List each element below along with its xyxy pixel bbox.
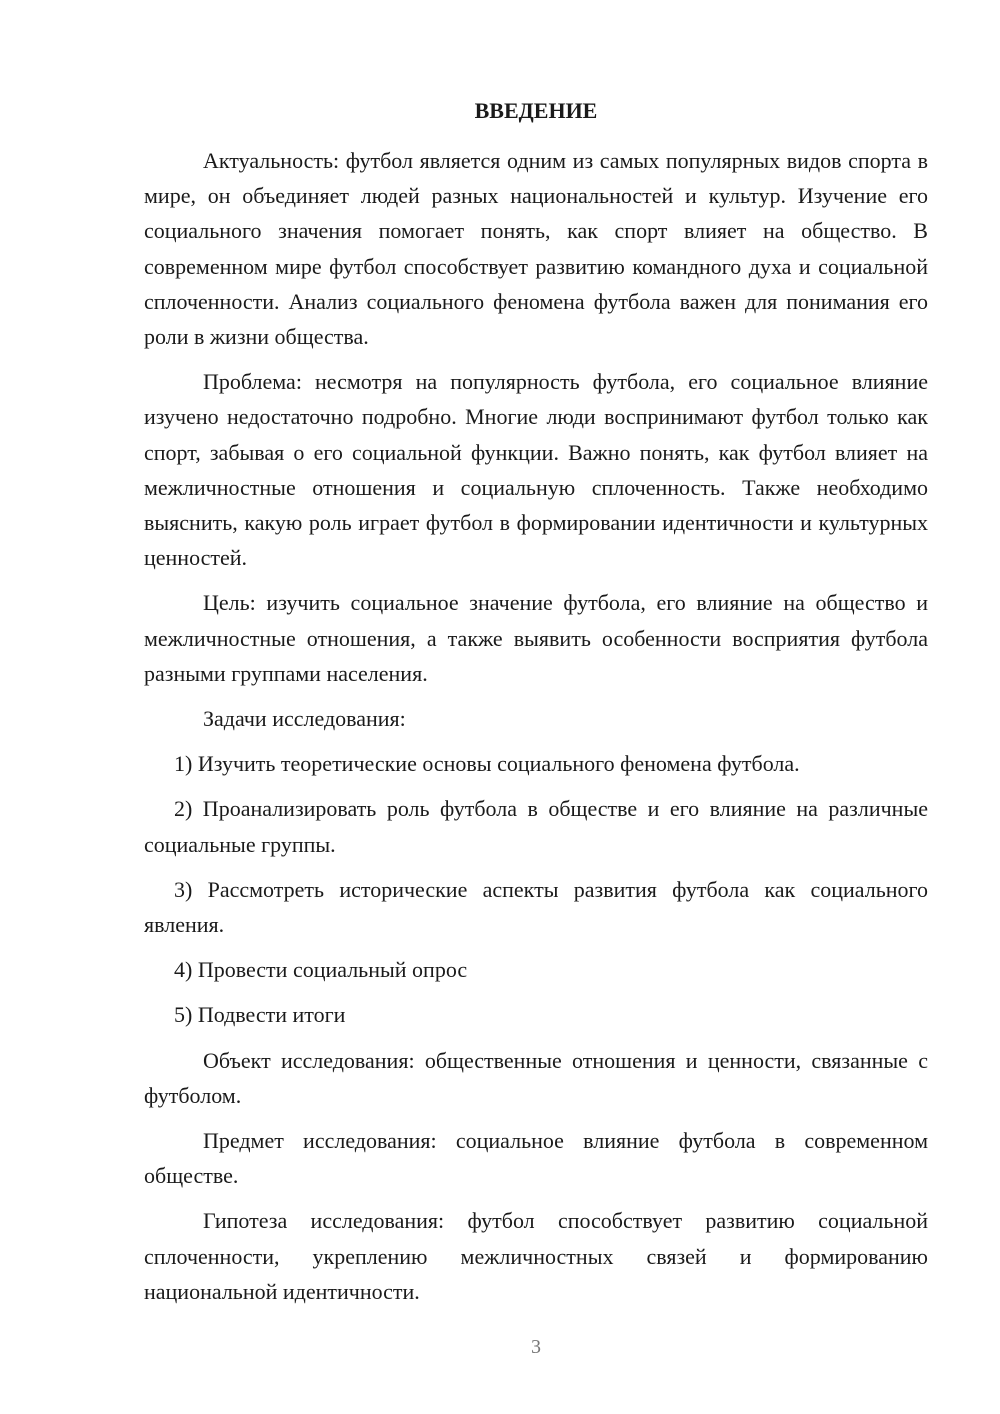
page-number: 3 [531, 1336, 541, 1358]
task-item-3: 3) Рассмотреть исторические аспекты развития футбола как социального явления. [144, 876, 928, 938]
paragraph-subject: Предмет исследования: социальное влияние футбола в современном обществе. [144, 1128, 928, 1189]
paragraph-problem: Проблема: несмотря на популярность футбола, его социальное влияние изучено недостаточно подробно. Многие люди воспринимают футбол только как спорт, забывая о его социальной функции. Важно понять, как футбол влияет на межличностные отношения и социальную сплоченность. Также необходимо выяснить, какую роль играет футбол в формировании идентичности и культурных ценностей. [144, 369, 928, 571]
section-title: ВВЕДЕНИЕ [474, 98, 598, 123]
task-item-5: 5) Подвести итоги [174, 1002, 346, 1028]
body-text [144, 143, 928, 1319]
task-item-2: 2) Проанализировать роль футбола в обществе и его влияние на различные социальные группы. [144, 796, 928, 857]
paragraph-goal: Цель: изучить социальное значение футбола, его влияние на общество и межличностные отношения, а также выявить особенности восприятия футбола разными группами населения. [144, 590, 928, 686]
paragraph-tasks-heading: Задачи исследования: [203, 706, 406, 732]
paragraph-object: Объект исследования: общественные отношения и ценности, связанные с футболом. [144, 1047, 928, 1108]
task-item-1: 1) Изучить теоретические основы социального феномена футбола. [174, 751, 800, 777]
paragraph-hypothesis: Гипотеза исследования: футбол способствует развитию социальной сплоченности, укреплению межличностных связей и формированию национальной идентичности. [144, 1208, 928, 1304]
paragraph-relevance: Актуальность: футбол является одним из самых популярных видов спорта в мире, он объединяет людей разных национальностей и культур. Изучение его социального значения помогает понять, как спорт влияет на общество. В современном мире футбол способствует развитию командного духа и социальной сплоченности. Анализ социального феномена футбола важен для понимания его роли в жизни общества. [144, 148, 928, 350]
task-item-4: 4) Провести социальный опрос [174, 957, 468, 983]
